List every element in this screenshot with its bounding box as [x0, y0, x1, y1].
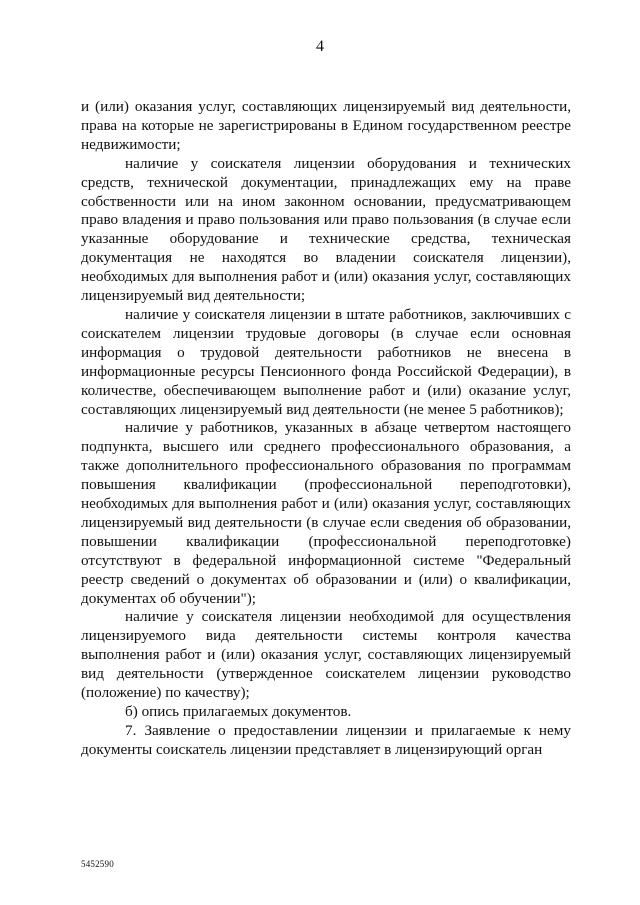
paragraph-document-inventory: б) опись прилагаемых документов. [125, 703, 352, 720]
document-body [81, 98, 571, 760]
paragraph-staff-requirement: наличие у соискателя лицензии в штате работников, заключивших с соискателем лицензии трудовые договоры (в случае если основная информация о трудовой деятельности работников не внесена в информационные ресурсы Пенсионного фонда Российской Федерации), в количестве, обеспечивающем выполнение работ и (или) оказание услуг, составляющих лицензируемый вид деятельности (не менее 5 работников); [81, 305, 571, 418]
paragraph-quality-control: наличие у соискателя лицензии необходимой для осуществления лицензируемого вида деятельности системы контроля качества выполнения работ и (или) оказания услуг, составляющих лицензируемый вид деятельности (утвержденное соискателем лицензии руководство (положение) по качеству); [81, 608, 571, 702]
paragraph-section-7: 7. Заявление о предоставлении лицензии и прилагаемые к нему документы соискатель лицензии представляет в лицензирующий орган [81, 721, 571, 758]
paragraph-continuation: и (или) оказания услуг, составляющих лицензируемый вид деятельности, права на которые не зарегистрированы в Едином государственном реестре недвижимости; [81, 98, 571, 153]
page-number: 4 [316, 38, 324, 55]
paragraph-equipment-requirement: наличие у соискателя лицензии оборудования и технических средств, технической документации, принадлежащих ему на праве собственности или на ином законном основании, предусматривающем право владения и право пользования или право пользования (в случае если указанные оборудование и технические средства, техническая документация не находятся во владении соискателя лицензии), необходимых для выполнения работ и (или) оказания услуг, составляющих лицензируемый вид деятельности; [81, 154, 571, 305]
paragraph-education-requirement: наличие у работников, указанных в абзаце четвертом настоящего подпункта, высшего или среднего профессионального образования, а также дополнительного профессионального образования по программам повышения квалификации (профессиональной переподготовки), необходимых для выполнения работ и (или) оказания услуг, составляющих лицензируемый вид деятельности (в случае если сведения об образовании, повышении квалификации (профессиональной переподготовке) отсутствуют в федеральной информационной системе "Федеральный реестр сведений о документах об образовании и (или) о квалификации, документах об обучении"); [81, 419, 571, 607]
document-id: 5452590 [81, 859, 114, 869]
